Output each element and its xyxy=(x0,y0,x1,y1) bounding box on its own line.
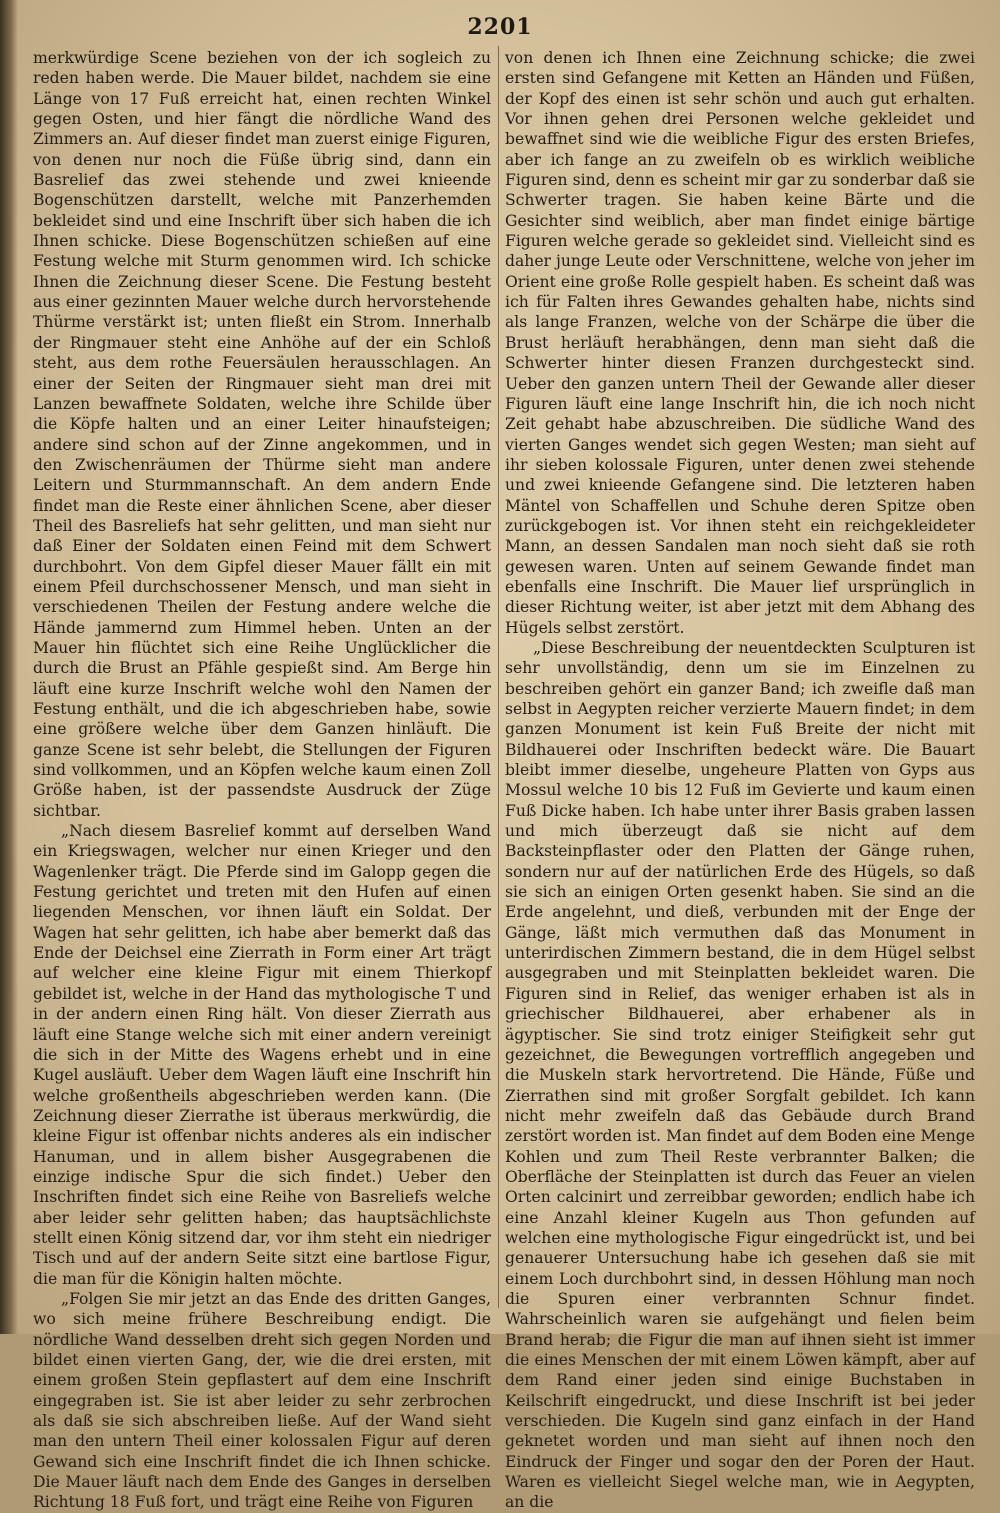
right-column xyxy=(505,48,975,1512)
page-binding-shadow xyxy=(0,0,18,1334)
paragraph: von denen ich Ihnen eine Zeichnung schicke; die zwei ersten sind Gefangene mit Ketten an Händen und Füßen, der Kopf des einen ist sehr schön und auch gut erhalten. Vor ihnen gehen drei Personen welche gekleidet und bewaffnet sind wie die weibliche Figur des ersten Briefes, aber ich fange an zu zweifeln ob es wirklich weibliche Figuren sind, denn es scheint mir gar zu sonderbar daß sie Schwerter tragen. Sie haben keine Bärte und die Gesichter sind weiblich, aber man findet einige bärtige Figuren welche gerade so gekleidet sind. Vielleicht sind es daher junge Leute oder Verschnittene, welche von jeher im Orient eine große Rolle gespielt haben. Es scheint daß was ich für Falten ihres Gewandes gehalten habe, nichts sind als lange Franzen, welche von der Schärpe die über die Brust herläuft herabhängen, denn man sieht daß die Schwerter hinter diesen Franzen durchgesteckt sind. Ueber den ganzen untern Theil der Gewande aller dieser Figuren läuft eine lange Inschrift hin, die ich noch nicht Zeit gehabt habe abzuschreiben. Die südliche Wand des vierten Ganges wendet sich gegen Westen; man sieht auf ihr sieben kolossale Figuren, unter denen zwei stehende und zwei knieende Gefangene sind. Die letzteren haben Mäntel von Schaffellen und Schuhe deren Spitze oben zurückgebogen ist. Vor ihnen steht ein reichgekleideter Mann, an dessen Sandalen man noch sieht daß sie roth gewesen waren. Unten auf seinem Gewande findet man ebenfalls eine Inschrift. Die Mauer lief ursprünglich in dieser Richtung weiter, ist aber jetzt mit dem Abhang des Hügels selbst zerstört. xyxy=(505,49,975,637)
paragraph: „Folgen Sie mir jetzt an das Ende des dritten Ganges, wo sich meine frühere Beschreibung endigt. Die nördliche Wand desselben dreht sich gegen Norden und bildet einen vierten Gang, der, wie die drei ersten, mit einem großen Stein gepflastert auf dem eine Inschrift eingegraben ist. Sie ist aber leider zu sehr zerbrochen als daß sie sich abschreiben ließe. Auf der Wand sieht man den untern Theil einer kolossalen Figur auf deren Gewand sich eine Inschrift findet die ich Ihnen schicke. Die Mauer läuft nach dem Ende des Ganges in derselben Richtung 18 Fuß fort, und trägt eine Reihe von Figuren xyxy=(33,1289,491,1512)
paragraph: „Nach diesem Basrelief kommt auf derselben Wand ein Kriegswagen, welcher nur einen Krieger und den Wagenlenker trägt. Die Pferde sind im Galopp gegen die Festung gerichtet und treten mit den Hufen auf einen liegenden Menschen, vor ihnen läuft ein Soldat. Der Wagen hat sehr gelitten, ich habe aber bemerkt daß das Ende der Deichsel eine Zierrath in Form einer Art trägt auf welcher eine kleine Figur mit einem Thierkopf gebildet ist, welche in der Hand das mythologische T und in der andern einen Ring hält. Von dieser Zierrath aus läuft eine Stange welche sich mit einer andern vereinigt die sich in der Mitte des Wagens erhebt und in eine Kugel ausläuft. Ueber dem Wagen läuft eine Inschrift hin welche großentheils abgeschrieben werden kann. (Die Zeichnung dieser Zierrathe ist überaus merkwürdig, die kleine Figur ist offenbar nichts anderes als ein indischer Hanuman, und in allem bisher Ausgegrabenen die einzige indische Spur die sich findet.) Ueber den Inschriften findet sich eine Reihe von Basreliefs welche aber leider sehr gelitten haben; das hauptsächlichste stellt einen König sitzend dar, vor ihm steht ein niedriger Tisch und auf der andern Seite sitzt eine bartlose Figur, die man für die Königin halten möchte. xyxy=(33,822,491,1288)
paragraph: „Diese Beschreibung der neuentdeckten Sculpturen ist sehr unvollständig, denn um sie im Einzelnen zu beschreiben gehört ein ganzer Band; ich zweifle daß man selbst in Aegypten reicher verzierte Mauern findet; in dem ganzen Monument ist kein Fuß Breite der nicht mit Bildhauerei oder Inschriften bedeckt wäre. Die Bauart bleibt immer dieselbe, ungeheure Platten von Gyps aus Mossul welche 10 bis 12 Fuß im Gevierte und kaum einen Fuß Dicke haben. Ich habe unter ihrer Basis graben lassen und mich überzeugt daß sie nicht auf dem Backsteinpflaster oder den Platten der Gänge ruhen, sondern nur auf der natürlichen Erde des Hügels, so daß sie sich an einigen Orten gesenkt haben. Sie sind an die Erde angelehnt, und dieß, verbunden mit der Enge der Gänge, läßt mich vermuthen daß das Monument in unterirdischen Zimmern bestand, die in dem Hügel selbst ausgegraben und mit Steinplatten bekleidet waren. Die Figuren sind in Relief, das weniger erhaben ist als in griechischer Bildhauerei, aber erhabener als in ägyptischer. Sie sind trotz einiger Steifigkeit sehr gut gezeichnet, die Bewegungen vortrefflich angegeben und die Muskeln stark hervortretend. Die Hände, Füße und Zierrathen sind mit großer Sorgfalt gebildet. Ich kann nicht mehr zweifeln daß das Gebäude durch Brand zerstört worden ist. Man findet auf dem Boden eine Menge Kohlen und zum Theil Reste verbrannter Balken; die Oberfläche der Steinplatten ist durch das Feuer an vielen Orten calcinirt und zerreibbar geworden; endlich habe ich eine Anzahl kleiner Kugeln aus Thon gefunden auf welchen eine mythologische Figur eingedrückt ist, und bei genauerer Untersuchung habe ich gesehen daß sie mit einem Loch durchbohrt sind, in dessen Höhlung man noch die Spuren einer verbrannten Schnur findet. Wahrscheinlich waren sie aufgehängt und fielen beim Brand herab; die Figur die man auf ihnen sieht ist immer die eines Menschen der mit einem Löwen kämpft, aber auf dem Rand einer jeden sind einige Buchstaben in Keilschrift eingedruckt, und diese Inschrift ist bei jeder verschieden. Die Kugeln sind ganz einfach in der Hand geknetet worden und man sieht auf ihnen noch den Eindruck der Finger und sogar den der Poren der Haut. Waren es vielleicht Siegel welche man, wie in Aegypten, an die xyxy=(505,638,975,1512)
page-number: 2201 xyxy=(467,14,533,40)
column-divider xyxy=(498,46,499,1308)
paragraph: merkwürdige Scene beziehen von der ich sogleich zu reden haben werde. Die Mauer bildet, nachdem sie eine Länge von 17 Fuß erreicht hat, einen rechten Winkel gegen Osten, und hier fängt die nördliche Wand des Zimmers an. Auf dieser findet man zuerst einige Figuren, von denen nur noch die Füße übrig sind, dann ein Basrelief das zwei stehende und zwei knieende Bogenschützen darstellt, welche mit Panzerhemden bekleidet sind und eine Inschrift über sich haben die ich Ihnen schicke. Diese Bogenschützen schießen auf eine Festung welche mit Sturm genommen wird. Ich schicke Ihnen die Zeichnung dieser Scene. Die Festung besteht aus einer gezinnten Mauer welche durch hervorstehende Thürme verstärkt ist; unten fließt ein Strom. Innerhalb der Ringmauer steht eine Anhöhe auf der ein Schloß steht, aus dem rothe Feuersäulen herausschlagen. An einer der Seiten der Ringmauer sieht man drei mit Lanzen bewaffnete Soldaten, welche ihre Schilde über die Köpfe halten und an einer Leiter hinaufsteigen; andere sind schon auf der Zinne angekommen, und in den Zwischenräumen der Thürme sieht man andere Leitern und Sturmmannschaft. An dem andern Ende findet man die Reste einer ähnlichen Scene, aber dieser Theil des Basreliefs hat sehr gelitten, und man sieht nur daß Einer der Soldaten einen Feind mit dem Schwert durchbohrt. Von dem Gipfel dieser Mauer fällt ein mit einem Pfeil durchschossener Mensch, und man sieht in verschiedenen Theilen der Festung andere welche die Hände jammernd zum Himmel heben. Unten an der Mauer hin flüchtet sich eine Reihe Unglücklicher die durch die Brust an Pfähle gespießt sind. Am Berge hin läuft eine kurze Inschrift welche wohl den Namen der Festung enthält, und die ich abgeschrieben habe, sowie eine größere welche über dem Ganzen hinläuft. Die ganze Scene ist sehr belebt, die Stellungen der Figuren sind vollkommen, und an Köpfen welche kaum einen Zoll Größe haben, ist der passendste Ausdruck der Züge sichtbar. xyxy=(33,49,491,820)
left-column xyxy=(33,48,491,1512)
